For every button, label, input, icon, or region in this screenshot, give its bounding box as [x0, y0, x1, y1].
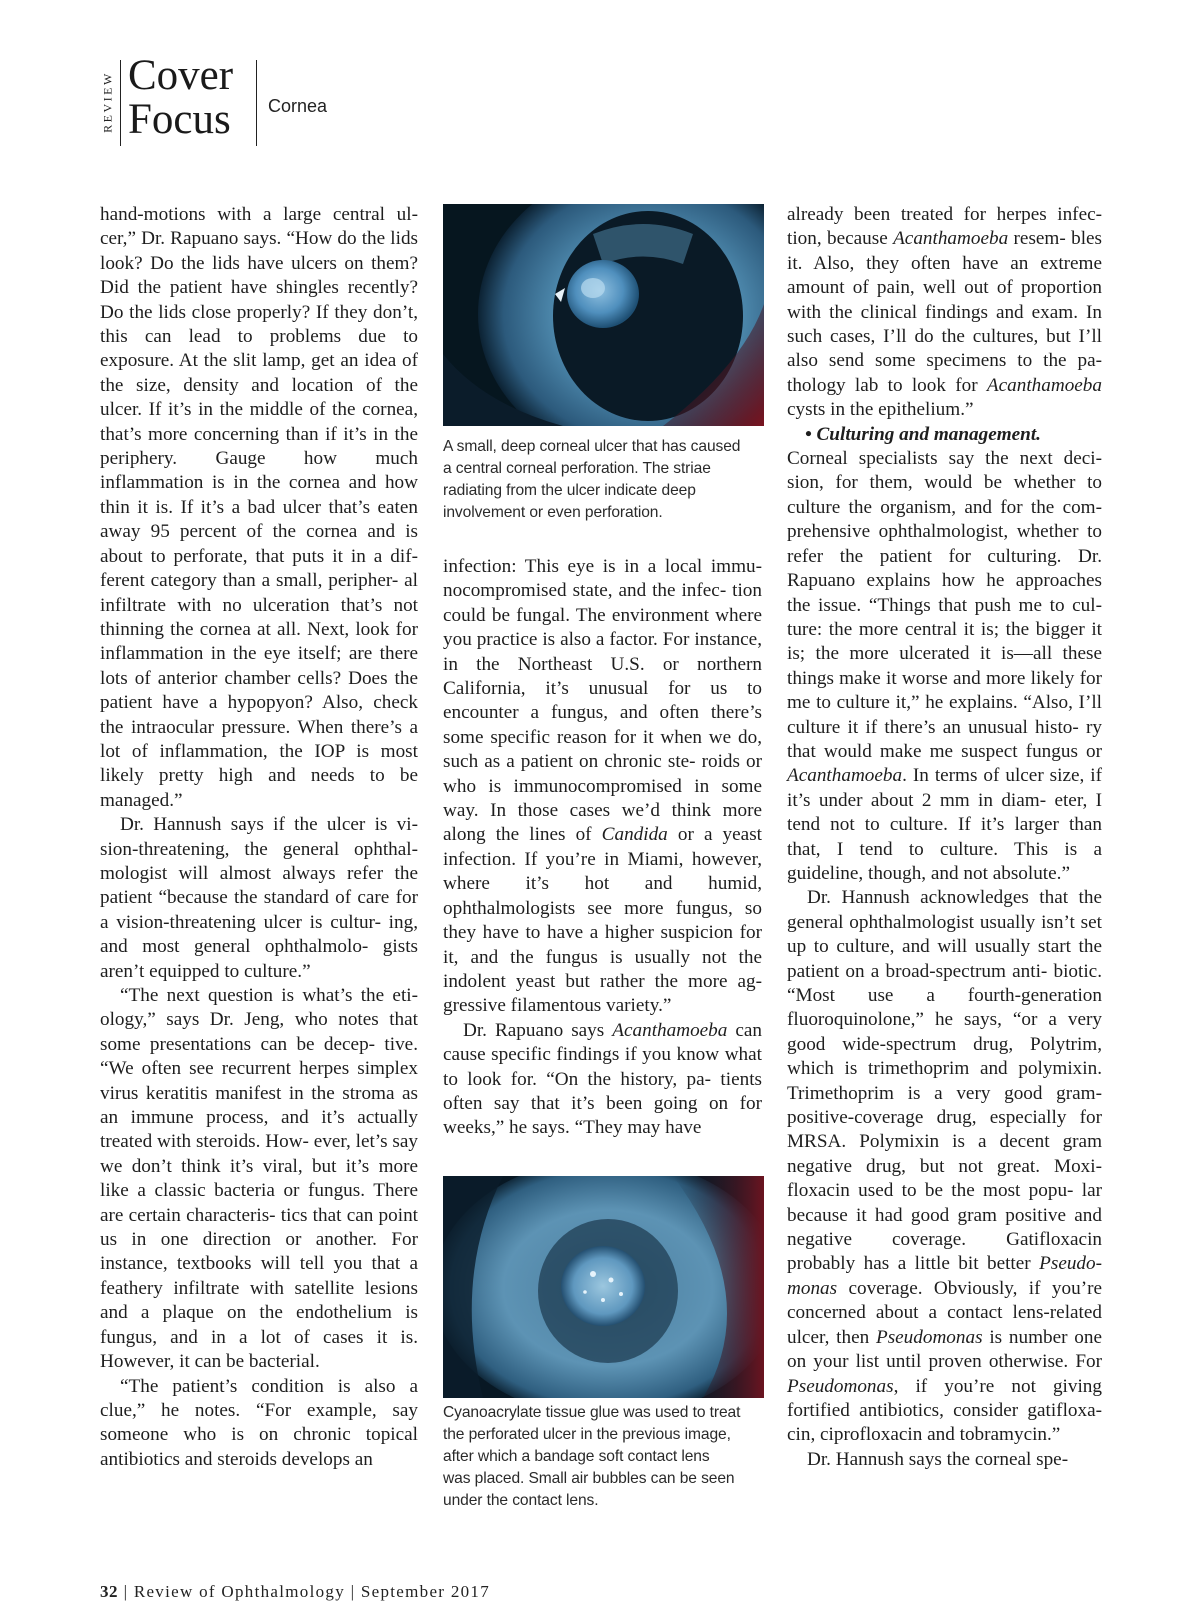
figure-1-caption: [443, 436, 768, 524]
figure-2-caption: [443, 1402, 768, 1512]
masthead-divider-right: [256, 60, 257, 146]
right-paragraph-3: Dr. Hannush acknowledges that the general ophthalmologist usually isn’t set up to culture, and will usually start the patient on a broad-spectrum anti- biotic. “Most use a fourth-generation fluoroquinolone,” he says, “or a very good wide-spectrum drug, Polytrim, which is trimethoprim and polymixin. Trimethoprim is a very good gram- positive-coverage drug, especially for MRSA. Polymixin is a decent gram negative drug, but not great. Moxi- floxacin used to be the most popu- lar because it had good gram positive and negative coverage. Gatifloxacin probably has a little bit better Pseudo- monas coverage. Obviously, if you’re concerned about a contact lens-related ulcer, then Pseudomonas is number one on your list until proven otherwise. For Pseudomonas, if you’re not giving fortified antibiotics, consider gatifloxa- cin, ciprofloxacin and tobramycin.”: [787, 887, 1103, 1446]
caption-line: Cyanoacrylate tissue glue was used to treat: [443, 1404, 741, 1421]
publication-name: Review of Ophthalmology: [133, 1582, 346, 1601]
masthead-divider-left: [120, 60, 121, 146]
middle-column: [443, 555, 762, 1141]
caption-line: A small, deep corneal ulcer that has caused: [443, 438, 741, 455]
middle-paragraph-1: infection: This eye is in a local immu- nocompromised state, and the infec- tion could be fungal. The environment where you practice is also a factor. For instance, in the Northeast U.S. or northern California, it’s unusual for us to encounter a fungus, and often there’s some specific reason for it when we do, such as a patient on chronic ste- roids or who is immunocompromised in some way. In those cases we’d think more along the lines of Candida or a yeast infection. If you’re in Miami, however, where it’s hot and humid, ophthalmologists see more fungus, so they have to have a higher suspicion for it, and the fungus is usually not the indolent yeast but rather the more ag- gressive filamentous variety.”: [443, 556, 762, 1017]
page-footer: [100, 1582, 490, 1602]
caption-line: involvement or even perforation.: [443, 504, 663, 521]
left-paragraph-2: Dr. Hannush says if the ulcer is vi- sion-threatening, the general ophthal- mologist will almost always refer the patient “because the standard of care for a vision-threatening ulcer is cultur- ing, and most general ophthalmolo- gists aren’t equipped to culture.”: [100, 814, 418, 982]
right-paragraph-4: Dr. Hannush says the corneal spe-: [807, 1448, 1069, 1470]
left-column: [100, 203, 418, 1472]
masthead-title: Cover Focus: [128, 52, 234, 143]
footer-sep: |: [123, 1582, 134, 1601]
left-paragraph-3: “The next question is what’s the eti- ology,” says Dr. Jeng, who notes that some presentations can be decep- tive. “We often see recurrent herpes simplex virus keratitis manifest in the stroma as an immune process, and it’s actually treated with steroids. How- ever, let’s say we don’t think it’s viral, but it’s more like a classic bacteria or fungus. There are certain characteris- tics that can point us in one direction or another. For instance, textbooks will tell you that a feathery infiltrate with satellite lesions and a plaque on the endothelium is fungus, and in a lot of cases it is. However, it can be bacterial.: [100, 985, 418, 1373]
review-label: REVIEW: [100, 71, 115, 133]
section-tag: Cornea: [268, 96, 328, 116]
issue-date: September 2017: [360, 1582, 491, 1601]
caption-line: after which a bandage soft contact lens: [443, 1448, 710, 1465]
left-paragraph-4: “The patient’s condition is also a clue,” he notes. “For example, say someone who is on chronic topical antibiotics and steroids develops an: [100, 1375, 418, 1470]
caption-line: was placed. Small air bubbles can be seen: [443, 1470, 735, 1487]
right-paragraph-2: Corneal specialists say the next deci- sion, for them, would be whether to culture the organism, and for the com- prehensive ophthalmologist, whether to refer the patient for culturing. Dr. Rapuano explains how he approaches the issue. “Things that push me to cul- ture: the more central it is; the bigger it is; the more ulcerated it is—all these things make it worse and more likely for me to culture it,” he explains. “Also, I’ll culture it if there’s an unusual histo- ry that would make me suspect fungus or Acanthamoeba. In terms of ulcer size, if it’s under about 2 mm in diam- eter, I tend not to culture. If it’s larger than that, I tend to culture. This is a guideline, though, and not absolute.”: [787, 448, 1102, 884]
page-number: 32: [100, 1582, 118, 1601]
middle-paragraph-2: Dr. Rapuano says Acanthamoeba can cause specific findings if you know what to look for. “On the history, pa- tients often say that it’s been going on for weeks,” he says. “They may have: [443, 1019, 763, 1139]
subheading-culturing: • Culturing and management.: [805, 423, 1041, 445]
caption-line: the perforated ulcer in the previous image,: [443, 1426, 731, 1443]
footer-sep: |: [350, 1582, 361, 1601]
figure-2-image: [443, 1176, 764, 1398]
caption-line: radiating from the ulcer indicate deep: [443, 482, 696, 499]
right-column: [787, 203, 1102, 1472]
right-paragraph-1: already been treated for herpes infec- tion, because Acanthamoeba resem- bles it. Also, they often have an extreme amount of pain, well out of proportion with the clinical findings and exam. In such cases, I’ll do the cultures, but I’ll also send some specimens to the pa- thology lab to look for Acanthamoeba cysts in the epithelium.”: [787, 204, 1103, 421]
caption-line: under the contact lens.: [443, 1492, 599, 1509]
left-paragraph-1: hand-motions with a large central ul- cer,” Dr. Rapuano says. “How do the lids look? Do the lids have ulcers on them? Did the patient have shingles recently? Do the lids close properly? If they don’t, this can lead to problems due to exposure. At the slit lamp, get an idea of the size, density and location of the ulcer. If it’s in the middle of the cornea, that’s more concerning than if it’s in the periphery. Gauge how much inflammation is in the cornea and how thin it is. If it’s a bad ulcer that’s eaten away 95 percent of the cornea and is about to perforate, that puts it in a dif- ferent category than a small, peripher- al infiltrate with no ulceration that’s not thinning the cornea at all. Next, look for inflammation in the eye itself; are there lots of anterior chamber cells? Does the patient have a hypopyon? Also, check the intraocular pressure. When there’s a lot of inflammation, the IOP is most likely pretty high and needs to be managed.”: [100, 204, 418, 811]
figure-1-image: [443, 204, 764, 426]
caption-line: a central corneal perforation. The striae: [443, 460, 711, 477]
